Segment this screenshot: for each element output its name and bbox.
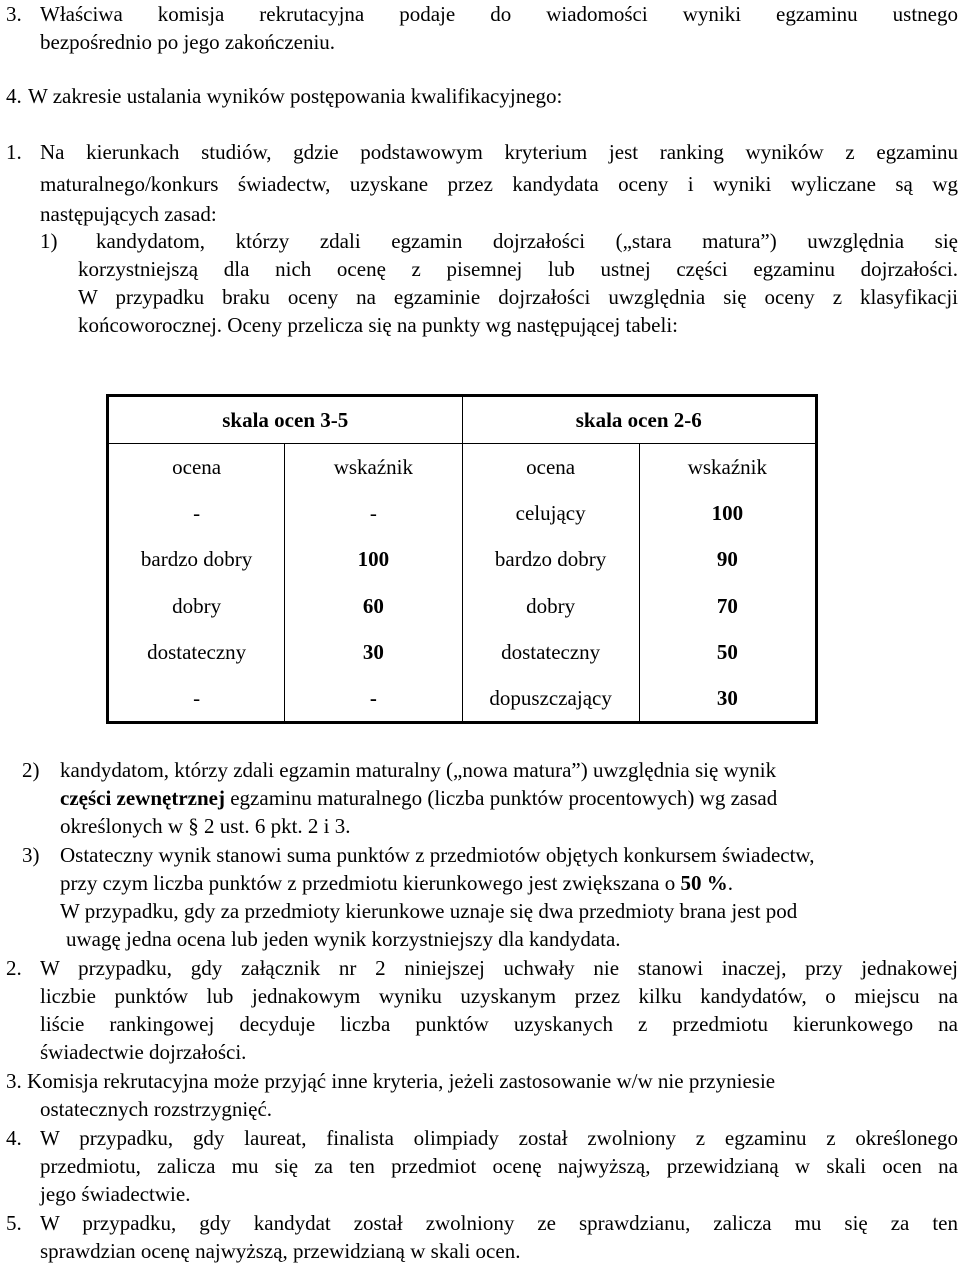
point-1-line-2: maturalnego/konkurs świadectw, uzyskane przez kandydata oceny i wyniki wyliczane są wg <box>40 172 958 196</box>
table-cell: 30 <box>716 685 738 710</box>
table-row <box>108 629 817 675</box>
item-3-number: 3. <box>6 2 22 26</box>
sub-3-line-2 <box>60 869 733 897</box>
table-cell: 70 <box>716 593 738 618</box>
table-cell: - <box>108 490 285 536</box>
point-3-line-2: ostatecznych rozstrzygnięć. <box>40 1097 273 1121</box>
item-4-text: W zakresie ustalania wyników postępowania kwalifikacyjnego: <box>28 84 563 108</box>
sub-1-line-4: końcoworocznej. Oceny przelicza się na punkty wg następującej tabeli: <box>78 313 679 337</box>
point-2-line-3: liście rankingowej decyduje liczba punktów uzyskanych z przedmiotu kierunkowego na <box>40 1012 958 1036</box>
item-4-number: 4. <box>6 84 22 108</box>
table-cell: bardzo dobry <box>108 536 285 582</box>
point-4-line-3: jego świadectwie. <box>40 1182 191 1206</box>
sub-2-number: 2) <box>22 758 40 782</box>
point-1-line-1: Na kierunkach studiów, gdzie podstawowym kryterium jest ranking wyników z egzaminu <box>40 140 958 164</box>
header-scale-2-6: skala ocen 2-6 <box>462 396 817 444</box>
table-cell: dopuszczający <box>462 675 639 723</box>
table-row <box>108 675 817 723</box>
grade-scale-table <box>106 394 818 724</box>
point-4-line-1: W przypadku, gdy laureat, finalista olimpiady został zwolniony z egzaminu z określonego <box>40 1126 958 1150</box>
table-cell: - <box>285 675 462 723</box>
sub-1-line-2: korzystniejszą dla nich ocenę z pisemnej lub ustnej części egzaminu dojrzałości. <box>78 257 958 281</box>
table-column-headers <box>108 444 817 491</box>
point-5-line-2: sprawdzian ocenę najwyższą, przewidzianą w skali ocen. <box>40 1239 521 1263</box>
sub-3-line-4: uwagę jedna ocena lub jeden wynik korzystniejszy dla kandydata. <box>66 927 621 951</box>
table-cell: 50 <box>716 639 738 664</box>
table-cell: 60 <box>285 583 462 629</box>
header-scale-3-5: skala ocen 3-5 <box>108 396 463 444</box>
point-5-line-1: W przypadku, gdy kandydat został zwolniony ze sprawdzianu, zalicza mu się za ten <box>40 1211 958 1235</box>
point-5-number: 5. <box>6 1211 22 1235</box>
table-row <box>108 536 817 582</box>
table-row <box>108 583 817 629</box>
table-cell: 100 <box>711 501 744 526</box>
sub-3-line-2-text: przy czym liczba punktów z przedmiotu kierunkowego jest zwiększana o <box>60 871 681 895</box>
sub-2-line-2-rest: egzaminu maturalnego (liczba punktów procentowych) wg zasad <box>224 786 778 810</box>
table-cell: 90 <box>716 547 738 572</box>
table-cell: bardzo dobry <box>462 536 639 582</box>
point-2-number: 2. <box>6 956 22 980</box>
sub-2-line-3: określonych w § 2 ust. 6 pkt. 2 i 3. <box>60 814 351 838</box>
table-cell: celujący <box>462 490 639 536</box>
table-cell: - <box>285 490 462 536</box>
sub-3-line-3: W przypadku, gdy za przedmioty kierunkowe uznaje się dwa przedmioty brana jest pod <box>60 899 798 923</box>
point-1-number: 1. <box>6 140 22 164</box>
sub-3-line-2-end: . <box>727 871 733 895</box>
table-row <box>108 490 817 536</box>
sub-2-line-2 <box>60 784 777 812</box>
col-header: wskaźnik <box>687 455 768 480</box>
table-cell: dobry <box>108 583 285 629</box>
item-3-line-2: bezpośrednio po jego zakończeniu. <box>40 30 336 54</box>
point-4-line-2: przedmiotu, zalicza mu się za ten przedmiot ocenę najwyższą, przewidzianą w skali ocen na <box>40 1154 958 1178</box>
table-cell: 30 <box>285 629 462 675</box>
table-header-row <box>108 396 817 444</box>
point-1-line-3: następujących zasad: <box>40 202 217 226</box>
col-header: ocena <box>108 444 285 491</box>
sub-1-line-3: W przypadku braku oceny na egzaminie dojrzałości uwzględnia się oceny z klasyfikacji <box>78 285 958 309</box>
sub-2-bold-phrase: części zewnętrznej <box>60 786 225 810</box>
sub-1-number: 1) <box>40 229 58 253</box>
item-3-line-1: Właściwa komisja rekrutacyjna podaje do wiadomości wyniki egzaminu ustnego <box>40 2 958 26</box>
point-2-line-1: W przypadku, gdy załącznik nr 2 niniejszej uchwały nie stanowi inaczej, przy jednakowej <box>40 956 958 980</box>
sub-2-line-1: kandydatom, którzy zdali egzamin maturalny („nowa matura”) uwzględnia się wynik <box>60 758 777 782</box>
table-cell: dostateczny <box>108 629 285 675</box>
table-cell: 100 <box>285 536 462 582</box>
table-cell: dobry <box>462 583 639 629</box>
sub-3-number: 3) <box>22 843 40 867</box>
col-header: ocena <box>462 444 639 491</box>
point-2-line-2: liczbie punktów lub jednakowym wyniku uzyskanym przez kilku kandydatów, o miejscu na <box>40 984 958 1008</box>
sub-3-line-1: Ostateczny wynik stanowi suma punktów z przedmiotów objętych konkursem świadectw, <box>60 843 815 867</box>
table-cell: - <box>108 675 285 723</box>
col-header: wskaźnik <box>285 444 462 491</box>
point-2-line-4: świadectwie dojrzałości. <box>40 1040 247 1064</box>
point-3-line-1: 3. Komisja rekrutacyjna może przyjąć inne kryteria, jeżeli zastosowanie w/w nie przyniesie <box>6 1069 776 1093</box>
sub-1-line-1: kandydatom, którzy zdali egzamin dojrzałości („stara matura”) uwzględnia się <box>96 229 958 253</box>
table-cell: dostateczny <box>462 629 639 675</box>
point-4-number: 4. <box>6 1126 22 1150</box>
sub-3-bold-percent: 50 % <box>680 871 728 895</box>
